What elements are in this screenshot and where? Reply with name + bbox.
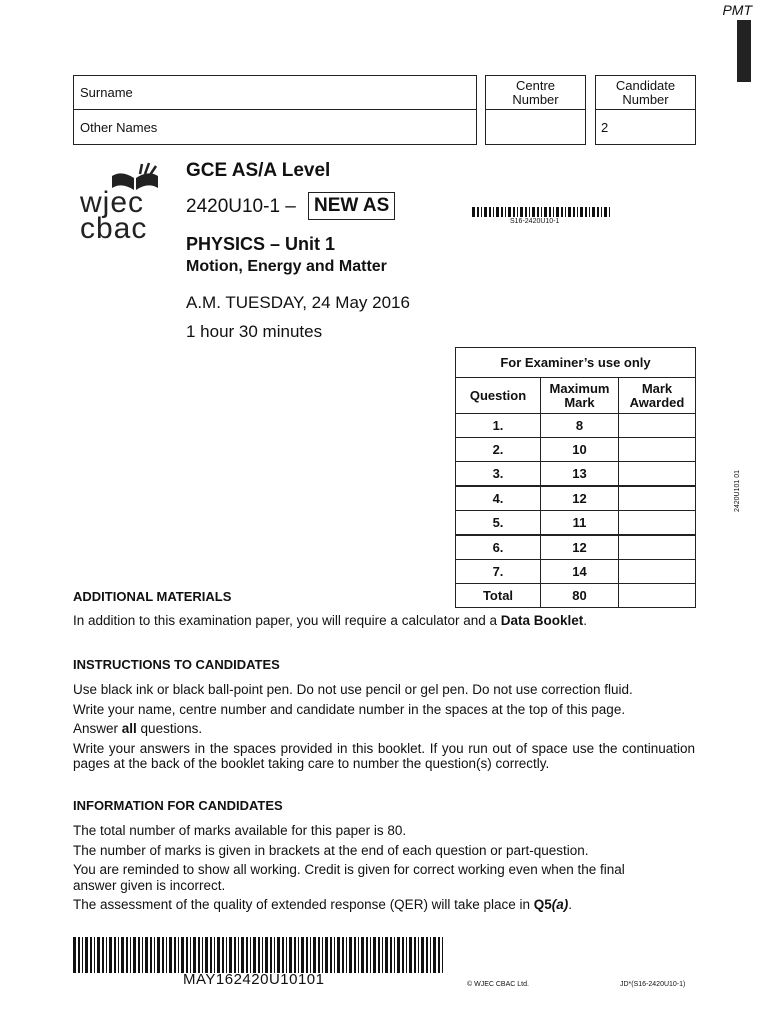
barcode-bar	[472, 207, 475, 217]
barcode-bar	[253, 937, 256, 973]
question-number: 1.	[456, 414, 541, 438]
additional-text: In addition to this examination paper, you will require a calculator and a	[73, 613, 501, 628]
barcode-bar	[580, 207, 583, 217]
barcode-bar	[421, 937, 424, 973]
topic-title: Motion, Energy and Matter	[186, 258, 387, 275]
centre-number-box	[485, 75, 586, 145]
barcode-bar	[334, 937, 335, 973]
barcode-bar	[505, 207, 506, 217]
exam-duration: 1 hour 30 minutes	[186, 322, 323, 341]
information-l4-bold: Q5	[533, 897, 552, 912]
col-max-line2: Mark	[564, 394, 595, 410]
barcode-bar	[274, 937, 275, 973]
barcode-bar	[537, 207, 539, 217]
barcode-bar	[577, 207, 578, 217]
centre-label-2: Number	[512, 92, 559, 107]
small-barcode	[472, 207, 610, 217]
barcode-bar	[97, 937, 100, 973]
barcode-bar	[601, 207, 602, 217]
barcode-bar	[604, 207, 607, 217]
logo-text-cbac: cbac	[80, 212, 148, 245]
surname-label: Surname	[80, 85, 133, 100]
barcode-bar	[181, 937, 184, 973]
barcode-bar	[597, 207, 599, 217]
barcode-bar	[325, 937, 328, 973]
barcode-bar	[493, 207, 494, 217]
barcode-bar	[150, 937, 152, 973]
max-mark: 10	[541, 438, 619, 462]
barcode-bar	[310, 937, 311, 973]
barcode-bar	[289, 937, 292, 973]
instruction-l3-pre: Answer	[73, 721, 122, 736]
awarded-cell[interactable]	[619, 438, 696, 462]
barcode-bar	[82, 937, 83, 973]
barcode-bar	[286, 937, 287, 973]
centre-number-field[interactable]	[486, 110, 585, 144]
barcode-bar	[166, 937, 167, 973]
barcode-bar	[573, 207, 575, 217]
barcode-bar	[496, 207, 499, 217]
col-awarded-line2: Awarded	[629, 394, 685, 410]
barcode-bar	[118, 937, 119, 973]
main-barcode	[73, 937, 445, 973]
barcode-bar	[114, 937, 116, 973]
barcode-bar	[349, 937, 352, 973]
candidate-number-header	[596, 76, 695, 110]
information-l4-post: .	[568, 897, 573, 912]
barcode-bar	[214, 937, 215, 973]
barcode-bar	[298, 937, 299, 973]
barcode-bar	[162, 937, 164, 973]
barcode-bar	[373, 937, 376, 973]
barcode-bar	[85, 937, 88, 973]
candidate-label-1: Candidate	[615, 78, 676, 93]
information-heading: INFORMATION FOR CANDIDATES	[73, 798, 283, 813]
max-mark: 12	[541, 535, 619, 560]
barcode-bar	[130, 937, 131, 973]
barcode-bar	[438, 937, 440, 973]
barcode-bar	[190, 937, 191, 973]
barcode-bar	[282, 937, 284, 973]
awarded-cell[interactable]	[619, 414, 696, 438]
barcode-bar	[532, 207, 535, 217]
barcode-bar	[346, 937, 347, 973]
barcode-bar	[501, 207, 503, 217]
barcode-bar	[361, 937, 364, 973]
barcode-bar	[592, 207, 595, 217]
barcode-bar	[198, 937, 200, 973]
barcode-bar	[568, 207, 571, 217]
centre-label-1: Centre	[515, 78, 556, 93]
barcode-bar	[520, 207, 523, 217]
question-number: 6.	[456, 535, 541, 560]
instruction-line: Write your name, centre number and candidate number in the spaces at the top of this page.	[73, 701, 626, 717]
barcode-bar	[294, 937, 296, 973]
awarded-cell[interactable]	[619, 560, 696, 584]
question-number: 4.	[456, 486, 541, 511]
information-line: You are reminded to show all working. Credit is given for correct working even when the final answer given is incorrect.	[73, 862, 625, 893]
information-line: The number of marks is given in brackets at the end of each question or part-question.	[73, 842, 589, 858]
instructions-heading: INSTRUCTIONS TO CANDIDATES	[73, 657, 280, 672]
barcode-bar	[409, 937, 412, 973]
barcode-bar	[306, 937, 308, 973]
max-mark: 13	[541, 462, 619, 487]
barcode-bar	[525, 207, 527, 217]
instruction-line: Use black ink or black ball-point pen. Do not use pencil or gel pen. Do not use correction fluid.	[73, 682, 633, 697]
candidate-number-box	[595, 75, 696, 145]
barcode-bar	[433, 937, 436, 973]
barcode-bar	[246, 937, 248, 973]
barcode-bar	[609, 207, 610, 217]
barcode-bar	[222, 937, 224, 973]
barcode-bar	[406, 937, 407, 973]
barcode-bar	[378, 937, 380, 973]
main-barcode-label: MAY162420U10101	[183, 971, 325, 988]
barcode-bar	[145, 937, 148, 973]
barcode-bar	[157, 937, 160, 973]
awarded-cell[interactable]	[619, 535, 696, 560]
other-names-label: Other Names	[80, 119, 158, 135]
barcode-bar	[234, 937, 236, 973]
qualification-level: GCE AS/A Level	[186, 160, 331, 181]
barcode-bar	[322, 937, 323, 973]
information-text	[73, 823, 695, 917]
barcode-bar	[133, 937, 136, 973]
barcode-bar	[313, 937, 316, 973]
barcode-bar	[385, 937, 388, 973]
barcode-bar	[102, 937, 104, 973]
barcode-bar	[142, 937, 143, 973]
jd-code: JD*(S16-2420U10-1)	[620, 981, 686, 988]
subject-title: PHYSICS – Unit 1	[186, 234, 336, 254]
data-booklet-bold: Data Booklet	[500, 613, 584, 628]
other-names-field[interactable]	[74, 110, 476, 144]
barcode-bar	[154, 937, 155, 973]
barcode-bar	[556, 207, 559, 217]
barcode-bar	[553, 207, 554, 217]
barcode-bar	[258, 937, 260, 973]
barcode-bar	[366, 937, 368, 973]
barcode-bar	[426, 937, 428, 973]
information-l4-italic: (a)	[551, 897, 569, 912]
additional-materials-heading: ADDITIONAL MATERIALS	[73, 589, 232, 604]
barcode-bar	[541, 207, 542, 217]
barcode-bar	[354, 937, 356, 973]
barcode-bar	[402, 937, 404, 973]
copyright: © WJEC CBAC Ltd.	[467, 981, 529, 988]
barcode-bar	[106, 937, 107, 973]
pmt-label: PMT	[722, 2, 752, 18]
instruction-l3-post: questions.	[136, 721, 203, 736]
barcode-bar	[193, 937, 196, 973]
new-as-badge: NEW AS	[308, 192, 395, 220]
small-barcode-label: S16-2420U10-1	[510, 218, 560, 225]
barcode-bar	[126, 937, 128, 973]
corner-black-bar	[737, 20, 751, 82]
information-line: The total number of marks available for this paper is 80.	[73, 823, 407, 838]
barcode-bar	[301, 937, 304, 973]
information-l4-pre: The assessment of the quality of extended response (QER) will take place in	[73, 897, 534, 912]
awarded-cell[interactable]	[619, 462, 696, 487]
col-maximum-mark	[541, 378, 619, 414]
barcode-bar	[589, 207, 590, 217]
barcode-bar	[513, 207, 515, 217]
barcode-bar	[73, 937, 76, 973]
examiner-table-title: For Examiner’s use only	[456, 348, 696, 378]
barcode-bar	[397, 937, 400, 973]
instructions-text	[73, 682, 695, 776]
col-mark-awarded	[619, 378, 696, 414]
barcode-bar	[226, 937, 227, 973]
barcode-bar	[186, 937, 188, 973]
barcode-bar	[477, 207, 479, 217]
question-number: 7.	[456, 560, 541, 584]
barcode-bar	[277, 937, 280, 973]
barcode-bar	[109, 937, 112, 973]
barcode-bar	[337, 937, 340, 973]
barcode-bar	[270, 937, 272, 973]
barcode-bar	[394, 937, 395, 973]
paper-code: 2420U10-1 –	[186, 196, 296, 217]
logo-text-wjec: wjec	[80, 186, 145, 219]
question-number: 5.	[456, 511, 541, 536]
barcode-bar	[210, 937, 212, 973]
max-mark: 14	[541, 560, 619, 584]
barcode-bar	[484, 207, 487, 217]
exam-date: A.M. TUESDAY, 24 May 2016	[186, 293, 410, 312]
barcode-bar	[229, 937, 232, 973]
barcode-bar	[430, 937, 431, 973]
barcode-bar	[169, 937, 172, 973]
barcode-bar	[414, 937, 416, 973]
barcode-bar	[585, 207, 587, 217]
barcode-bar	[342, 937, 344, 973]
barcode-bar	[390, 937, 392, 973]
max-mark: 11	[541, 511, 619, 536]
barcode-bar	[544, 207, 547, 217]
total-label: Total	[456, 584, 541, 608]
barcode-bar	[174, 937, 176, 973]
col-question: Question	[456, 378, 541, 414]
barcode-bar	[442, 937, 443, 973]
barcode-bar	[418, 937, 419, 973]
barcode-bar	[529, 207, 530, 217]
barcode-bar	[238, 937, 239, 973]
barcode-bar	[265, 937, 268, 973]
barcode-bar	[508, 207, 511, 217]
barcode-bar	[138, 937, 140, 973]
instruction-line	[73, 721, 695, 737]
barcode-bar	[78, 937, 80, 973]
barcode-bar	[250, 937, 251, 973]
barcode-bar	[517, 207, 518, 217]
barcode-bar	[217, 937, 220, 973]
candidate-number-field[interactable]: 2	[601, 119, 609, 135]
surname-field[interactable]	[74, 76, 476, 110]
barcode-bar	[358, 937, 359, 973]
barcode-bar	[481, 207, 482, 217]
additional-text-end: .	[583, 613, 588, 628]
examiner-table	[455, 347, 696, 608]
barcode-bar	[241, 937, 244, 973]
barcode-bar	[489, 207, 491, 217]
instruction-l3-bold: all	[121, 721, 137, 736]
barcode-bar	[202, 937, 203, 973]
barcode-bar	[90, 937, 92, 973]
additional-materials-text	[73, 613, 695, 633]
total-max-mark: 80	[541, 584, 619, 608]
max-mark: 12	[541, 486, 619, 511]
barcode-bar	[565, 207, 566, 217]
max-mark: 8	[541, 414, 619, 438]
barcode-bar	[382, 937, 383, 973]
barcode-bar	[370, 937, 371, 973]
barcode-bar	[262, 937, 263, 973]
barcode-bar	[330, 937, 332, 973]
side-code: 2420U101 01	[734, 470, 741, 513]
candidate-label-2: Number	[622, 92, 669, 107]
barcode-bar	[561, 207, 563, 217]
candidate-name-box	[73, 75, 477, 145]
barcode-bar	[121, 937, 124, 973]
information-line	[73, 897, 695, 913]
centre-number-header	[486, 76, 585, 110]
barcode-bar	[549, 207, 551, 217]
question-number: 2.	[456, 438, 541, 462]
col-awarded-line1: Mark	[641, 380, 673, 396]
awarded-cell[interactable]	[619, 511, 696, 536]
barcode-bar	[94, 937, 95, 973]
awarded-cell[interactable]	[619, 486, 696, 511]
col-max-line1: Maximum	[549, 380, 610, 396]
barcode-bar	[205, 937, 208, 973]
total-awarded-cell[interactable]	[619, 584, 696, 608]
barcode-bar	[318, 937, 320, 973]
instruction-line: Write your answers in the spaces provided in this booklet. If you run out of space use the continuation pages at the back of the booklet taking care to number the question(s) correctly.	[73, 740, 695, 771]
question-number: 3.	[456, 462, 541, 487]
barcode-bar	[178, 937, 179, 973]
